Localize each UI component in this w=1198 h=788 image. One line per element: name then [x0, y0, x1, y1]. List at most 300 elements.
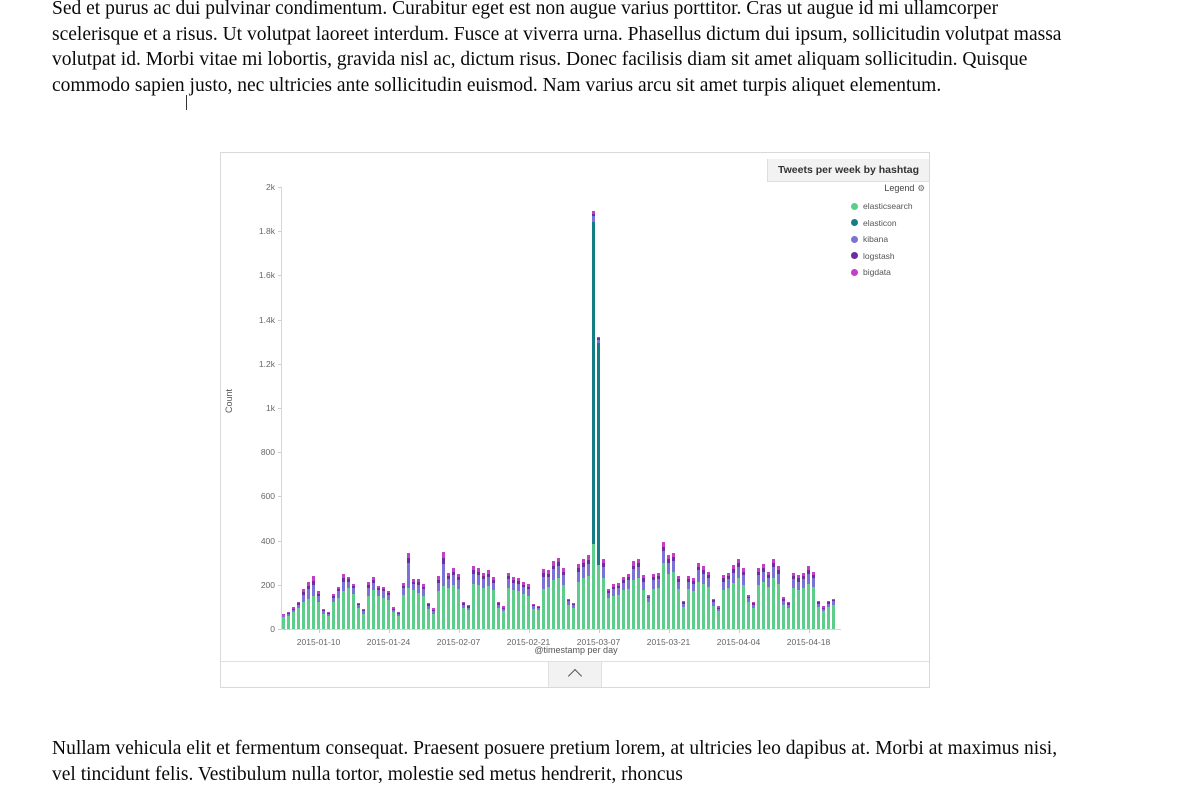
bar[interactable]: [402, 583, 405, 629]
bar[interactable]: [617, 583, 620, 629]
bar-segment-elasticsearch: [662, 563, 665, 629]
legend-item-label: elasticsearch: [863, 201, 913, 211]
bar-segment-bigdata: [567, 599, 570, 601]
bar[interactable]: [822, 606, 825, 629]
legend-item-elasticsearch[interactable]: [851, 201, 927, 211]
bar-segment-kibana: [512, 583, 515, 591]
bar-segment-kibana: [487, 577, 490, 586]
x-axis-tick-mark: [809, 630, 810, 633]
bar-segment-kibana: [567, 601, 570, 604]
y-axis-tick-mark: [278, 187, 281, 188]
bar-segment-logstash: [287, 613, 290, 614]
bar-segment-kibana: [312, 585, 315, 596]
legend-color-swatch: [851, 236, 858, 243]
bar[interactable]: [442, 552, 445, 629]
bar-segment-kibana: [782, 601, 785, 605]
bar[interactable]: [297, 602, 300, 629]
bar[interactable]: [612, 584, 615, 629]
bar[interactable]: [337, 587, 340, 629]
bar[interactable]: [512, 577, 515, 629]
bar-segment-kibana: [612, 589, 615, 596]
bar[interactable]: [322, 609, 325, 629]
bar[interactable]: [302, 589, 305, 629]
bar-segment-kibana: [672, 561, 675, 572]
bar-segment-elasticsearch: [667, 574, 670, 629]
bar-segment-kibana: [357, 605, 360, 608]
bar[interactable]: [582, 559, 585, 629]
bar-segment-kibana: [457, 580, 460, 589]
bar-segment-elasticsearch: [337, 598, 340, 629]
bar-segment-elasticsearch: [547, 587, 550, 629]
bar[interactable]: [717, 606, 720, 629]
bar-segment-logstash: [752, 603, 755, 604]
chevron-up-icon: [568, 669, 582, 683]
bar-segment-elasticsearch: [412, 590, 415, 629]
bar-segment-elasticsearch: [457, 589, 460, 629]
bar[interactable]: [812, 572, 815, 629]
bar[interactable]: [457, 574, 460, 629]
panel-footer: [221, 661, 929, 687]
bar-segment-kibana: [647, 598, 650, 602]
bar[interactable]: [637, 559, 640, 629]
bar-segment-elasticon: [592, 222, 595, 544]
bar[interactable]: [817, 601, 820, 629]
bar-segment-elasticsearch: [467, 610, 470, 629]
bar-segment-kibana: [297, 605, 300, 608]
bar-segment-bigdata: [317, 591, 320, 594]
bar-segment-elasticsearch: [492, 590, 495, 629]
bar-segment-bigdata: [712, 599, 715, 601]
bar-segment-logstash: [322, 610, 325, 611]
bar[interactable]: [652, 574, 655, 629]
bar-segment-elasticsearch: [437, 591, 440, 629]
bar-segment-kibana: [482, 579, 485, 588]
bar-segment-kibana: [412, 584, 415, 591]
y-axis-tick-label: 200: [260, 579, 275, 590]
bar-segment-elasticsearch: [582, 578, 585, 629]
bar[interactable]: [407, 553, 410, 629]
bar[interactable]: [287, 612, 290, 629]
chart-panel: [220, 152, 930, 688]
bar-segment-logstash: [592, 214, 595, 216]
bar[interactable]: [787, 602, 790, 629]
bar[interactable]: [462, 602, 465, 629]
chart-title: Tweets per week by hashtag: [767, 159, 929, 182]
bar-segment-bigdata: [517, 578, 520, 581]
bar-segment-elasticsearch: [322, 614, 325, 629]
bar-segment-logstash: [692, 581, 695, 584]
bar[interactable]: [282, 614, 285, 629]
bar-segment-logstash: [802, 576, 805, 579]
bar[interactable]: [447, 573, 450, 629]
legend-color-swatch: [851, 219, 858, 226]
bar[interactable]: [492, 577, 495, 629]
bar-segment-kibana: [742, 575, 745, 585]
bar-segment-bigdata: [757, 568, 760, 572]
bar-segment-bigdata: [707, 572, 710, 576]
bar[interactable]: [397, 612, 400, 629]
bar[interactable]: [412, 579, 415, 629]
bar-segment-elasticsearch: [732, 583, 735, 629]
bar[interactable]: [487, 570, 490, 629]
bar-segment-logstash: [547, 574, 550, 577]
bar[interactable]: [632, 561, 635, 629]
bar[interactable]: [502, 606, 505, 629]
legend-item-kibana[interactable]: [851, 234, 927, 244]
bar-segment-bigdata: [682, 601, 685, 603]
bar-segment-kibana: [287, 614, 290, 616]
bar-segment-elasticsearch: [712, 606, 715, 629]
bar-segment-elasticsearch: [777, 584, 780, 629]
bar[interactable]: [797, 575, 800, 629]
bar[interactable]: [737, 559, 740, 629]
legend-item-elasticon[interactable]: [851, 218, 927, 228]
bar-segment-elasticsearch: [292, 612, 295, 629]
bar-segment-kibana: [692, 584, 695, 592]
bar[interactable]: [587, 555, 590, 629]
bar[interactable]: [777, 566, 780, 629]
bar[interactable]: [767, 572, 770, 629]
y-axis-tick-label: 1.6k: [258, 270, 275, 281]
bar-segment-elasticsearch: [297, 608, 300, 629]
bar-segment-bigdata: [607, 589, 610, 591]
bar-segment-bigdata: [442, 552, 445, 558]
bar-segment-bigdata: [647, 595, 650, 597]
bar-segment-kibana: [767, 578, 770, 587]
bar[interactable]: [377, 586, 380, 629]
bar[interactable]: [577, 564, 580, 629]
y-axis-tick-label: 1k: [266, 403, 275, 413]
bar[interactable]: [352, 584, 355, 629]
bar-segment-elasticsearch: [572, 608, 575, 629]
bar-segment-logstash: [497, 603, 500, 604]
bar[interactable]: [672, 553, 675, 629]
bar[interactable]: [692, 578, 695, 629]
legend-header: [851, 183, 927, 194]
bar-segment-bigdata: [287, 612, 290, 613]
bar-segment-logstash: [677, 579, 680, 582]
bar-segment-elasticsearch: [812, 587, 815, 629]
x-axis-tick-label: 2015-01-10: [296, 637, 341, 647]
bar[interactable]: [732, 565, 735, 629]
bar[interactable]: [372, 577, 375, 629]
bar-segment-kibana: [347, 582, 350, 589]
bar[interactable]: [342, 574, 345, 629]
bar-segment-logstash: [367, 585, 370, 588]
bar[interactable]: [747, 595, 750, 629]
bar-segment-bigdata: [472, 566, 475, 570]
bar[interactable]: [357, 603, 360, 629]
bar-segment-bigdata: [312, 576, 315, 580]
bar-segment-kibana: [722, 582, 725, 591]
bar-segment-logstash: [737, 563, 740, 567]
bar-segment-kibana: [552, 569, 555, 580]
bar-segment-logstash: [392, 609, 395, 610]
bar-segment-logstash: [702, 570, 705, 573]
bar-segment-logstash: [772, 563, 775, 567]
legend-item-logstash[interactable]: [851, 251, 927, 261]
legend-color-swatch: [851, 203, 858, 210]
y-axis-tick-mark: [278, 452, 281, 453]
bar[interactable]: [647, 595, 650, 629]
bar[interactable]: [452, 568, 455, 629]
bar[interactable]: [537, 606, 540, 629]
bar[interactable]: [497, 602, 500, 629]
bar[interactable]: [827, 601, 830, 629]
bar[interactable]: [572, 603, 575, 629]
bar-segment-elasticsearch: [617, 595, 620, 629]
bar-segment-bigdata: [552, 561, 555, 565]
y-axis-tick-mark: [278, 629, 281, 630]
bar-segment-bigdata: [512, 577, 515, 580]
bar-segment-bigdata: [577, 564, 580, 568]
bar-segment-kibana: [652, 580, 655, 589]
bar[interactable]: [332, 594, 335, 629]
bar-segment-elasticsearch: [687, 589, 690, 629]
bar-segment-bigdata: [502, 606, 505, 607]
bar[interactable]: [417, 579, 420, 629]
bar[interactable]: [677, 576, 680, 629]
bar-segment-logstash: [827, 602, 830, 603]
bar-segment-elasticsearch: [282, 617, 285, 629]
bar-segment-logstash: [312, 581, 315, 585]
bar-segment-logstash: [532, 605, 535, 606]
bar-segment-kibana: [777, 574, 780, 584]
bar[interactable]: [382, 587, 385, 629]
bar-segment-bigdata: [522, 582, 525, 585]
bar[interactable]: [657, 573, 660, 629]
bar[interactable]: [307, 582, 310, 629]
bar[interactable]: [552, 561, 555, 629]
bar[interactable]: [642, 575, 645, 629]
bar-segment-kibana: [527, 589, 530, 596]
bar-segment-bigdata: [687, 576, 690, 579]
bar[interactable]: [427, 603, 430, 629]
bar-segment-kibana: [407, 563, 410, 588]
bar-segment-logstash: [562, 572, 565, 575]
bar[interactable]: [472, 566, 475, 629]
bar-segment-bigdata: [562, 568, 565, 572]
bar[interactable]: [362, 609, 365, 629]
bar-segment-elasticsearch: [517, 591, 520, 629]
bar-segment-kibana: [492, 583, 495, 591]
bar[interactable]: [477, 568, 480, 629]
bar-segment-kibana: [352, 588, 355, 594]
bar[interactable]: [702, 566, 705, 629]
bar-segment-kibana: [747, 598, 750, 602]
bar[interactable]: [782, 597, 785, 629]
bar-segment-logstash: [682, 602, 685, 603]
bar[interactable]: [547, 570, 550, 629]
bar[interactable]: [562, 568, 565, 629]
bar[interactable]: [597, 337, 600, 629]
bar[interactable]: [792, 573, 795, 629]
bar-segment-kibana: [582, 567, 585, 578]
bar-segment-kibana: [702, 574, 705, 584]
bar-segment-logstash: [482, 576, 485, 579]
bar[interactable]: [527, 584, 530, 629]
bar[interactable]: [802, 573, 805, 629]
bar[interactable]: [697, 562, 700, 629]
bar-segment-logstash: [402, 586, 405, 588]
bar[interactable]: [592, 211, 595, 629]
bar-segment-kibana: [682, 604, 685, 607]
bar-segment-bigdata: [362, 609, 365, 610]
bar-segment-bigdata: [767, 572, 770, 576]
bar-segment-kibana: [597, 340, 600, 343]
bar[interactable]: [392, 607, 395, 629]
bar-segment-kibana: [697, 570, 700, 581]
gear-icon[interactable]: ⚙: [917, 183, 925, 193]
bar-segment-kibana: [632, 569, 635, 580]
bar-segment-bigdata: [817, 601, 820, 603]
bar-segment-logstash: [602, 563, 605, 567]
bar[interactable]: [682, 601, 685, 629]
x-axis-tick-label: 2015-04-18: [786, 637, 831, 647]
bar-segment-kibana: [342, 582, 345, 592]
bar[interactable]: [467, 605, 470, 629]
bar[interactable]: [347, 577, 350, 629]
bar-segment-bigdata: [642, 575, 645, 579]
bar-segment-elasticsearch: [462, 608, 465, 629]
bar-segment-kibana: [307, 589, 310, 599]
y-axis-tick-mark: [278, 541, 281, 542]
bar[interactable]: [687, 576, 690, 629]
bar-segment-logstash: [627, 577, 630, 580]
bar-segment-bigdata: [722, 575, 725, 579]
bar[interactable]: [567, 599, 570, 629]
bar[interactable]: [662, 542, 665, 629]
bar-segment-elasticsearch: [762, 582, 765, 630]
bar-segment-bigdata: [827, 601, 830, 603]
bar[interactable]: [707, 572, 710, 629]
bar[interactable]: [757, 568, 760, 629]
bar-segment-bigdata: [337, 587, 340, 590]
bar-segment-kibana: [717, 609, 720, 612]
bar-segment-logstash: [822, 608, 825, 609]
bar-segment-kibana: [317, 596, 320, 603]
bar-segment-elasticsearch: [757, 585, 760, 629]
bar-segment-kibana: [467, 608, 470, 611]
bar-segment-bigdata: [717, 606, 720, 607]
bar[interactable]: [532, 604, 535, 629]
bar[interactable]: [542, 569, 545, 629]
bar[interactable]: [517, 578, 520, 629]
bar-segment-kibana: [382, 591, 385, 598]
bar[interactable]: [432, 608, 435, 629]
bar[interactable]: [367, 582, 370, 629]
bar[interactable]: [762, 564, 765, 629]
bar-segment-logstash: [807, 570, 810, 573]
bar-segment-logstash: [567, 600, 570, 601]
bar[interactable]: [752, 602, 755, 629]
bar-segment-bigdata: [352, 584, 355, 586]
bar-segment-logstash: [582, 563, 585, 567]
bar[interactable]: [557, 558, 560, 629]
bar-segment-logstash: [517, 581, 520, 584]
bar-segment-bigdata: [762, 564, 765, 568]
bar[interactable]: [772, 559, 775, 629]
bar[interactable]: [422, 584, 425, 629]
bar[interactable]: [607, 589, 610, 629]
bar-segment-logstash: [442, 558, 445, 564]
text-cursor: [186, 95, 187, 110]
bar[interactable]: [602, 559, 605, 629]
bar[interactable]: [727, 573, 730, 629]
bar[interactable]: [292, 607, 295, 629]
legend-item-bigdata[interactable]: [851, 267, 927, 277]
bar-segment-logstash: [697, 567, 700, 571]
bar-segment-bigdata: [417, 579, 420, 582]
legend-item-list: [851, 201, 927, 277]
bar-segment-elasticsearch: [702, 584, 705, 629]
bar[interactable]: [712, 599, 715, 629]
bar-segment-bigdata: [657, 573, 660, 577]
bar-segment-bigdata: [592, 211, 595, 214]
bar-segment-logstash: [762, 568, 765, 571]
bar-segment-kibana: [397, 614, 400, 616]
bar-segment-elasticsearch: [512, 590, 515, 629]
bar[interactable]: [387, 591, 390, 629]
bar-segment-elasticsearch: [422, 596, 425, 629]
bar-segment-bigdata: [812, 572, 815, 576]
bar[interactable]: [482, 573, 485, 629]
bar-segment-bigdata: [542, 569, 545, 573]
bar[interactable]: [722, 575, 725, 629]
bar-segment-kibana: [452, 575, 455, 585]
bar[interactable]: [742, 568, 745, 629]
bar-segment-bigdata: [532, 604, 535, 605]
x-axis-tick-mark: [529, 630, 530, 633]
bar[interactable]: [437, 576, 440, 629]
bar-segment-kibana: [577, 572, 580, 582]
bar[interactable]: [667, 555, 670, 629]
bar-segment-elasticsearch: [627, 589, 630, 629]
x-axis-tick-label: 2015-03-21: [646, 637, 691, 647]
bar[interactable]: [327, 612, 330, 629]
collapse-toggle-button[interactable]: [548, 662, 602, 687]
bar[interactable]: [317, 591, 320, 629]
bar-segment-bigdata: [787, 602, 790, 604]
bar[interactable]: [622, 577, 625, 629]
bar-segment-elasticsearch: [427, 609, 430, 629]
bar[interactable]: [522, 582, 525, 629]
bar-segment-logstash: [282, 614, 285, 615]
bar-segment-bigdata: [772, 559, 775, 563]
bar[interactable]: [832, 599, 835, 629]
bar-segment-kibana: [752, 605, 755, 608]
bar[interactable]: [312, 576, 315, 629]
bar-segment-bigdata: [467, 605, 470, 606]
bar-segment-elasticsearch: [827, 607, 830, 629]
bar[interactable]: [507, 573, 510, 629]
bar-segment-logstash: [492, 580, 495, 583]
bar[interactable]: [807, 566, 810, 629]
bar-segment-logstash: [742, 572, 745, 575]
y-axis-tick-label: 800: [260, 447, 275, 458]
bar-segment-bigdata: [747, 595, 750, 597]
bar-segment-logstash: [712, 600, 715, 602]
bar-segment-logstash: [792, 576, 795, 579]
bar-segment-elasticsearch: [737, 578, 740, 629]
bar-segment-logstash: [457, 577, 460, 580]
bar-segment-logstash: [642, 578, 645, 581]
bar-segment-elasticsearch: [607, 598, 610, 629]
bar[interactable]: [627, 574, 630, 629]
bar-segment-bigdata: [602, 559, 605, 563]
bar-segment-kibana: [762, 572, 765, 582]
bar-segment-bigdata: [777, 566, 780, 570]
